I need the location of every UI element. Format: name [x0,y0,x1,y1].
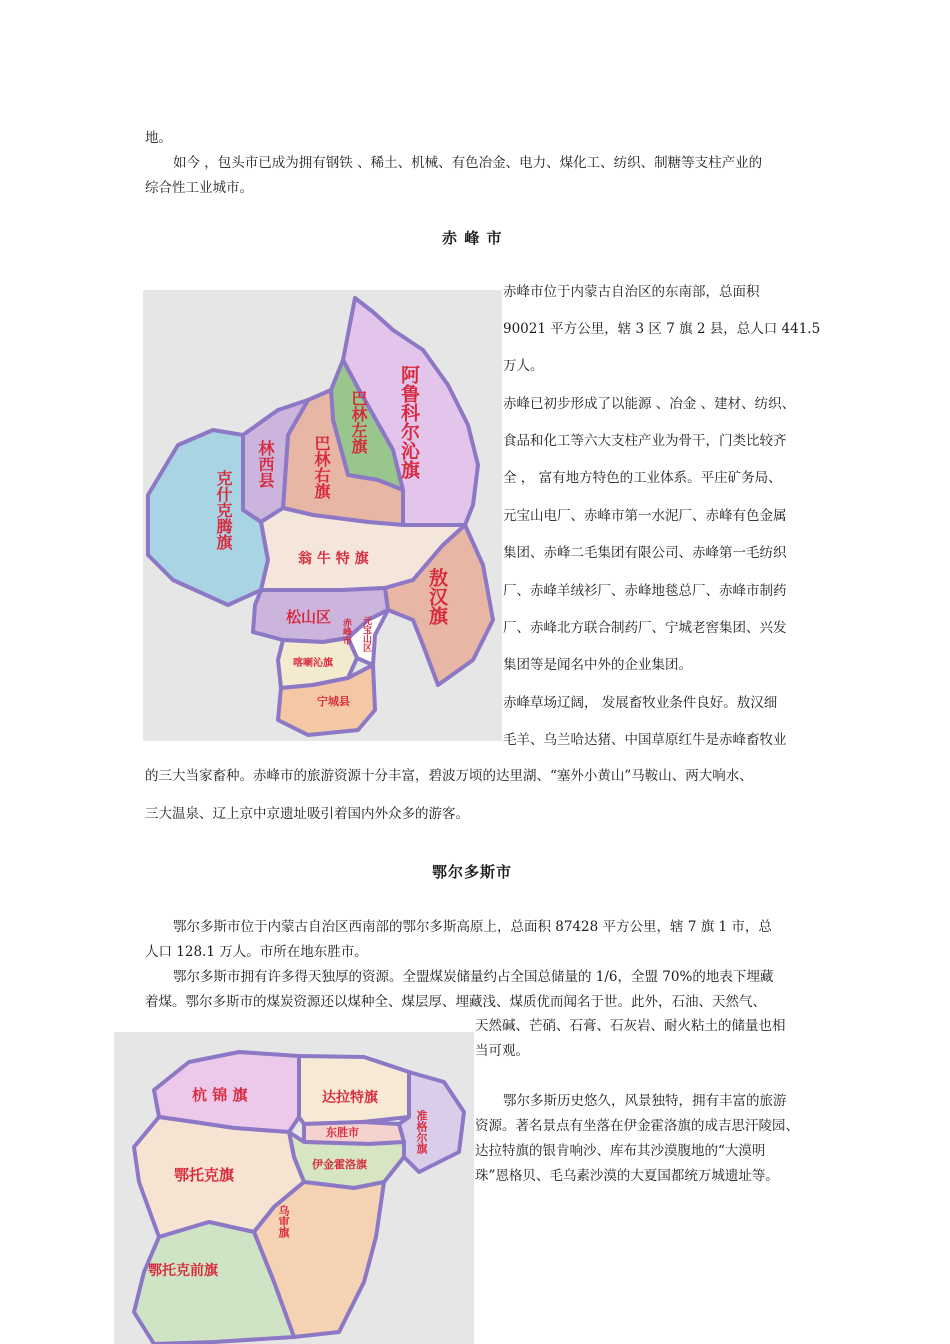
label-zhungeer: 准格尔旗 [415,1110,428,1154]
ordos-para1-line1: 鄂尔多斯市位于内蒙古自治区西南部的鄂尔多斯高原上，总面积 87428 平方公里，辖 7 旗 1 市，总 [173,919,772,935]
chifeng-heading: 赤 峰 市 [442,229,503,247]
chifeng-line-13: 毛羊、乌兰哈达猪、中国草原红牛是赤峰畜牧业 [503,732,787,748]
label-etuoke: 鄂托克旗 [174,1166,235,1184]
ordos-map [114,1032,474,1344]
label-alukeerqin-text: 阿鲁科尔沁旗 [398,365,420,479]
label-hangjin: 杭 锦 旗 [192,1086,248,1104]
chifeng-full-line-2: 三大温泉、辽上京中京遗址吸引着国内外众多的游客。 [145,806,469,822]
label-wengniute: 翁 牛 特 旗 [298,551,369,567]
intro-line-1: 地。 [145,130,172,146]
label-songshan: 松山区 [286,608,332,626]
chifeng-map-svg [143,290,502,741]
ordos-para2-line2: 着煤。鄂尔多斯市的煤炭资源还以煤种全、煤层厚、埋藏浅、煤质优而闻名于世。此外，石油、天然气、 [145,994,766,1010]
ordos-tour-line4: 珠”恩格贝、毛乌素沙漠的大夏国都统万城遗址等。 [475,1168,779,1184]
ordos-side-line2: 当可观。 [475,1043,529,1059]
label-yuanbaoshan: 元宝山区 [361,616,371,652]
label-dalate: 达拉特旗 [322,1090,378,1106]
label-balinyou: 巴林右旗 [312,435,331,499]
chifeng-line-8: 集团、赤峰二毛集团有限公司、赤峰第一毛纺织 [503,545,787,561]
label-dongsheng: 东胜市 [326,1126,359,1139]
chifeng-line-5: 食品和化工等六大支柱产业为骨干，门类比较齐 [503,433,787,449]
ordos-tour-line2: 资源。著名景点有坐落在伊金霍洛旗的成吉思汗陵园、 [475,1118,799,1134]
chifeng-line-10: 厂、赤峰北方联合制药厂、宁城老窖集团、兴发 [503,620,787,636]
region-zhungeer [399,1072,464,1172]
chifeng-line-2: 90021 平方公里，辖 3 区 7 旗 2 县，总人口 441.5 [503,321,821,337]
chifeng-line-9: 厂、赤峰羊绒衫厂、赤峰地毯总厂、赤峰市制药 [503,583,787,599]
ordos-para1-line2: 人口 128.1 万人。市所在地东胜市。 [145,944,368,960]
ordos-tour-line1: 鄂尔多斯历史悠久，风景独特，拥有丰富的旅游 [503,1093,787,1109]
label-balinzuo: 巴林左旗 [349,390,368,454]
chifeng-full-line-1: 的三大当家畜种。赤峰市的旅游资源十分丰富，碧波万顷的达里湖、“塞外小黄山”马鞍山、两大响水、 [145,768,753,784]
label-hongshan: 赤峰市 [341,618,351,645]
chifeng-line-4: 赤峰已初步形成了以能源 、冶金 、建材、纺织、 [503,396,796,412]
chifeng-map [143,290,502,741]
label-karaqin: 喀喇沁旗 [293,658,333,669]
label-etuokeqian: 鄂托克前旗 [148,1263,218,1279]
label-ningcheng: 宁城县 [317,695,350,708]
ordos-side-line1: 天然碱、芒硝、石膏、石灰岩、耐火粘土的储量也相 [475,1018,786,1034]
ordos-map-svg [114,1032,474,1344]
label-keshiketeng: 克什克腾旗 [214,470,233,550]
chifeng-line-7: 元宝山电厂、赤峰市第一水泥厂、赤峰有色金属 [503,508,787,524]
chifeng-line-6: 全 ， 富有地方特色的工业体系。平庄矿务局、 [503,470,782,486]
intro-line-2: 如今 ，包头市已成为拥有钢铁 、稀土、机械、有色冶金、电力、煤化工、纺织、制糖等支柱产业的 [173,155,763,171]
ordos-para2-line1: 鄂尔多斯市拥有许多得天独厚的资源。全盟煤炭储量约占全国总储量的 1/6，全盟 70%的地表下埋藏 [173,969,774,985]
label-aohan: 敖汉旗 [426,568,448,625]
ordos-tour-line3: 达拉特旗的银肯响沙、库布其沙漠腹地的“大漠明 [475,1143,766,1159]
label-wushen: 乌审旗 [277,1205,290,1238]
chifeng-line-12: 赤峰草场辽阔， 发展畜牧业条件良好。敖汉细 [503,695,778,711]
label-yijinhuoluo: 伊金霍洛旗 [312,1158,367,1171]
ordos-heading: 鄂尔多斯市 [432,863,513,881]
chifeng-line-3: 万人。 [503,358,544,374]
chifeng-line-1: 赤峰市位于内蒙古自治区的东南部，总面积 [503,284,760,300]
chifeng-line-11: 集团等是闻名中外的企业集团。 [503,657,692,673]
label-linxi: 林西县 [256,440,275,488]
intro-line-3: 综合性工业城市。 [145,180,253,196]
